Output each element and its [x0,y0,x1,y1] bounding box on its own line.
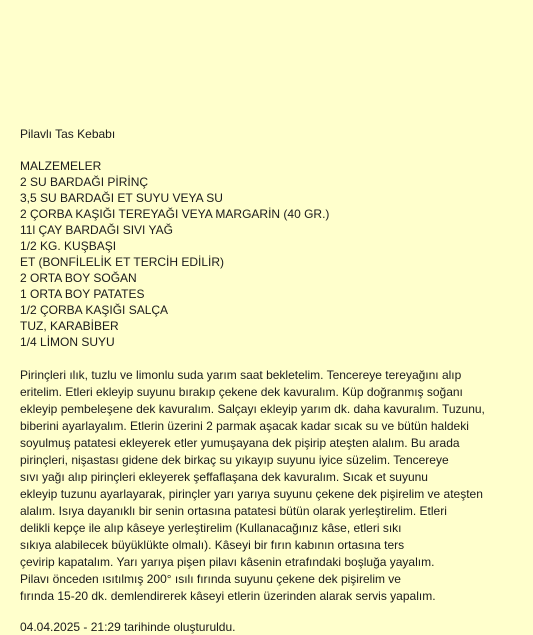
instruction-line: alalım. Isıya dayanıklı bir senin ortasına patatesi bütün olarak yerleştirelim. Etleri [20,504,447,518]
created-timestamp: 04.04.2025 - 21:29 tarihinde oluşturuldu. [20,620,236,634]
instruction-line: Pilavı önceden ısıtılmış 200° ısılı fırında suyunu çekene dek pişirelim ve [20,572,401,586]
ingredient-item: 1/2 ÇORBA KAŞIĞI SALÇA [20,303,169,317]
ingredient-item: 2 ORTA BOY SOĞAN [20,271,137,285]
ingredient-item: TUZ, KARABİBER [20,319,119,333]
ingredient-item: ET (BONFİLELİK ET TERCİH EDİLİR) [20,255,225,269]
instruction-line: ekleyip tuzunu ayarlayarak, pirinçler yarı yarıya suyunu çekene dek pişirelim ve ateşten [20,487,483,501]
ingredients-section [20,158,525,350]
ingredients-heading: MALZEMELER [20,159,102,173]
instruction-line: sıkıya alabilecek büyüklükte olmalı). Kâseyi bir fırın kabının ortasına ters [20,538,405,552]
instruction-line: çevirip kapatalım. Yarı yarıya pişen pilavı kâsenin etrafındaki boşluğa yayalım. [20,555,435,569]
instruction-line: fırında 15-20 dk. demlendirerek kâseyi etlerin üzerinden alarak servis yapalım. [20,589,436,603]
ingredient-item: 2 ÇORBA KAŞIĞI TEREYAĞI VEYA MARGARİN (40 GR.) [20,207,330,221]
ingredient-item: 11l ÇAY BARDAĞI SIVI YAĞ [20,223,173,237]
ingredient-item: 3,5 SU BARDAĞI ET SUYU VEYA SU [20,191,223,205]
ingredient-item: 1/2 KG. KUŞBAŞI [20,239,117,253]
recipe-document [20,126,525,635]
instruction-line: sıvı yağı alıp pirinçleri ekleyerek şeffaflaşana dek kavuralım. Sıcak et suyunu [20,470,428,484]
recipe-title: Pilavlı Tas Kebabı [20,127,116,141]
instruction-line: pirinçleri, nişastası gidene dek birkaç su yıkayıp suyunu iyice süzelim. Tencereye [20,453,449,467]
instruction-line: delikli kepçe ile alıp kâseye yerleştirelim (Kullanacağınız kâse, etleri sıkı [20,521,402,535]
instruction-line: Pirinçleri ılık, tuzlu ve limonlu suda yarım saat bekletelim. Tencereye tereyağını alıp [20,368,462,382]
ingredient-item: 1 ORTA BOY PATATES [20,287,145,301]
instruction-line: ekleyip pembeleşene dek kavuralım. Salçayı ekleyip yarım dk. daha kavuralım. Tuzunu, [20,402,485,416]
instruction-line: biberini ayarlayalım. Etlerin üzerini 2 parmak aşacak kadar sıcak su ve bütün haldeki [20,419,469,433]
ingredient-item: 2 SU BARDAĞI PİRİNÇ [20,175,149,189]
instruction-line: soyulmuş patatesi ekleyerek etler yumuşayana dek pişirip ateşten alalım. Bu arada [20,436,460,450]
instructions-section [20,367,525,605]
instruction-line: eritelim. Etleri ekleyip suyunu bırakıp çekene dek kavuralım. Küp doğranmış soğanı [20,385,463,399]
ingredient-item: 1/4 LİMON SUYU [20,335,115,349]
